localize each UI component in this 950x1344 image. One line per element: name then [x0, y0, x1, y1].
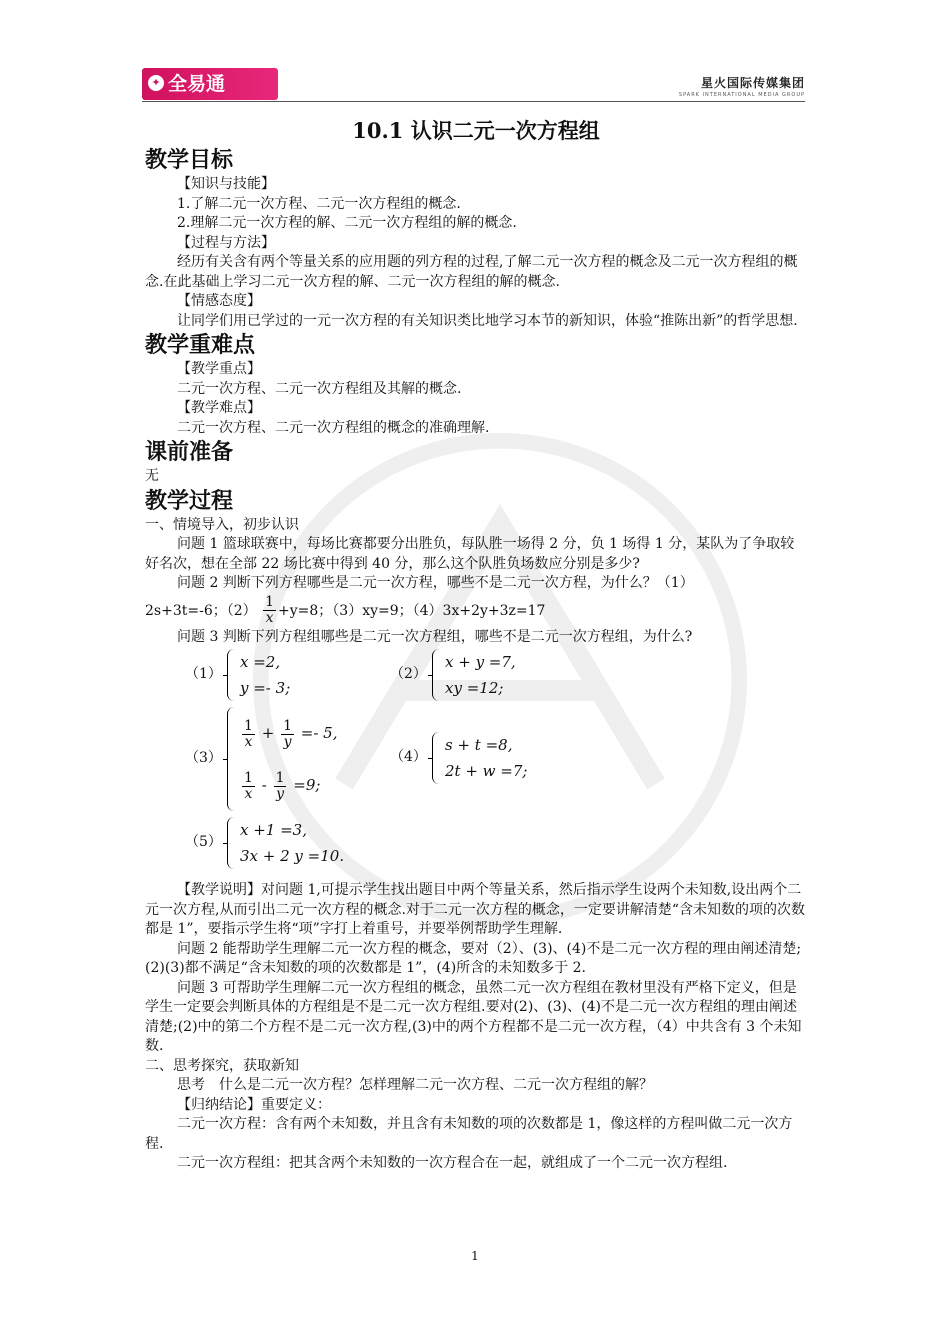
s3b-frac-y	[274, 771, 287, 802]
system-5-eq-b: 3x + 2 y =10.	[240, 847, 345, 865]
question-2-equations	[145, 594, 807, 628]
system-1	[185, 649, 290, 701]
system-4-number: （4）	[390, 749, 427, 766]
process-text: 经历有关含有两个等量关系的应用题的列方程的过程,了解二元一次方程的概念及二元一次方程组的概念.在此基础上学习二元一次方程的解、二元一次方程组的解的概念.	[145, 254, 798, 290]
s3a-rhs: =- 5,	[300, 724, 338, 742]
think-prompt: 思考 什么是二元一次方程？怎样理解二元一次方程、二元一次方程组的解？	[177, 1077, 653, 1093]
section-2-title: 二、思考探究，获取新知	[145, 1057, 299, 1074]
s3a-frac-x	[242, 719, 255, 750]
system-1-number: （1）	[185, 666, 222, 683]
logo-text: 全易通	[168, 73, 226, 95]
focus-label: 【教学重点】	[177, 361, 261, 377]
s3b-rhs: =9;	[293, 776, 321, 794]
equation-systems	[145, 649, 807, 881]
definition-1: 二元一次方程：含有两个未知数，并且含有未知数的项的次数都是 1，像这样的方程叫做二元一次方程.	[145, 1116, 793, 1152]
s3a-fy-den: y	[283, 733, 292, 750]
teaching-note-3: 问题 3 可帮助学生理解二元一次方程组的概念，虽然二元一次方程组在教材里没有严格下定义，但是学生一定要会判断具体的方程组是不是二元一次方程组.要对(2)、(3)、(4)不是二元一次方程组的理由阐述清楚;(2)中的第二个方程不是二元一次方程,(3)中的两个方程都不是二元一次方程，（4）中共含有 3 个未知数.	[145, 979, 802, 1054]
brand-chinese: 星火国际传媒集团	[700, 76, 805, 90]
conclusion-label: 【归纳结论】重要定义：	[177, 1096, 331, 1113]
difficulty-text: 二元一次方程、二元一次方程组的概念的准确理解.	[177, 419, 490, 436]
q2-eq-part1: 2s+3t=-6；（2）	[145, 602, 257, 619]
page-number: 1	[471, 1249, 479, 1263]
goal-2: 2.理解二元一次方程的解、二元一次方程组的解的概念.	[177, 215, 517, 231]
system-5-number: （5）	[185, 834, 222, 851]
system-2-number: （2）	[390, 666, 427, 683]
heading-key-points: 教学重难点	[145, 333, 256, 358]
s3b-fy-num: 1	[275, 769, 285, 786]
system-4	[390, 732, 527, 784]
system-2-eq-b: xy =12;	[445, 679, 504, 697]
question-1: 问题 1 篮球联赛中，每场比赛都要分出胜负，每队胜一场得 2 分，负 1 场得 1 分，某队为了争取较好名次，想在全部 22 场比赛中得到 40 分，那么这个队胜负场数应分别是多少?	[145, 536, 795, 572]
system-1-eq-a: x =2,	[240, 653, 281, 671]
system-1-eq-b: y =- 3;	[240, 679, 291, 697]
s3b-minus: -	[261, 776, 267, 794]
question-3: 问题 3 判断下列方程组哪些是二元一次方程组，哪些不是二元一次方程组，为什么?	[177, 628, 693, 645]
section-1-title: 一、情境导入，初步认识	[145, 516, 299, 533]
process-label: 【过程与方法】	[177, 234, 275, 251]
difficulty-label: 【教学难点】	[177, 400, 261, 416]
logo-badge-icon: ✦	[148, 75, 164, 91]
header-rule	[142, 101, 805, 102]
q2-frac-num: 1	[265, 594, 275, 610]
prep-text: 无	[145, 468, 159, 484]
teaching-note-2: 问题 2 能帮助学生理解二元一次方程的概念，要对（2）、(3)、(4)不是二元一次方程的理由阐述清楚;(2)(3)都不满足“含未知数的项的次数都是 1”，(4)所含的未知数多于 2.	[145, 940, 802, 976]
heading-goals: 教学目标	[145, 148, 234, 173]
s3a-fy-num: 1	[283, 717, 292, 734]
s3b-fx-den: x	[244, 785, 253, 802]
system-2-eq-a: x + y =7,	[445, 653, 516, 671]
system-4-eq-a: s + t =8,	[445, 736, 513, 754]
document-body	[145, 116, 807, 1174]
s3a-fx-den: x	[244, 733, 253, 750]
brand-english: SPARK INTERNATIONAL MEDIA GROUP	[678, 92, 805, 98]
s3b-frac-x	[242, 771, 255, 802]
s3b-fx-num: 1	[244, 769, 253, 786]
emotion-text: 让同学们用已学过的一元一次方程的有关知识类比地学习本节的新知识，体验“推陈出新”的哲学思想.	[177, 312, 798, 329]
system-4-eq-b: 2t + w =7;	[445, 762, 528, 780]
q2-fraction	[263, 595, 276, 626]
system-3-number: （3）	[185, 750, 222, 767]
emotion-label: 【情感态度】	[177, 293, 261, 309]
system-5-brace	[227, 817, 236, 869]
quanyitong-logo	[142, 68, 278, 100]
system-3-eq-b	[240, 760, 337, 810]
system-3-eq-a	[240, 708, 337, 758]
system-2-brace	[432, 649, 441, 701]
q2-frac-den: x	[265, 610, 274, 626]
system-3	[185, 707, 337, 811]
s3a-fx-num: 1	[244, 717, 253, 734]
heading-prep: 课前准备	[145, 440, 234, 465]
goal-1: 1.了解二元一次方程、二元一次方程组的概念.	[177, 195, 461, 212]
system-4-brace	[432, 732, 441, 784]
system-5-eq-a: x +1 =3,	[240, 821, 307, 839]
s3b-fy-den: y	[276, 785, 284, 802]
system-5	[185, 817, 344, 869]
heading-process: 教学过程	[145, 488, 234, 514]
system-1-brace	[227, 649, 236, 701]
focus-text: 二元一次方程、二元一次方程组及其解的概念.	[177, 380, 462, 397]
knowledge-label: 【知识与技能】	[177, 176, 275, 192]
teaching-note-1: 【教学说明】对问题 1,可提示学生找出题目中两个等量关系，然后指示学生设两个未知数,设出两个二元一次方程,从而引出二元一次方程的概念.对于二元一次方程的概念，一定要讲解清楚“含未知数的项的次数都是 1”，要指示学生将“项”字打上着重号，并要举例帮助学生理解.	[145, 882, 806, 937]
publisher-brand	[679, 74, 805, 98]
question-2: 问题 2 判断下列方程哪些是二元一次方程，哪些不是二元一次方程，为什么？（1）	[177, 575, 694, 591]
system-2	[390, 649, 516, 701]
system-3-brace	[227, 707, 236, 811]
s3a-plus: +	[261, 724, 275, 742]
definition-2: 二元一次方程组：把其含两个未知数的一次方程合在一起，就组成了一个二元一次方程组.	[177, 1155, 728, 1171]
s3a-frac-y	[281, 719, 294, 750]
page-title: 10.1 认识二元一次方程组	[352, 118, 600, 143]
q2-eq-rest: +y=8；（3）xy=9；（4）3x+2y+3z=17	[278, 602, 546, 619]
